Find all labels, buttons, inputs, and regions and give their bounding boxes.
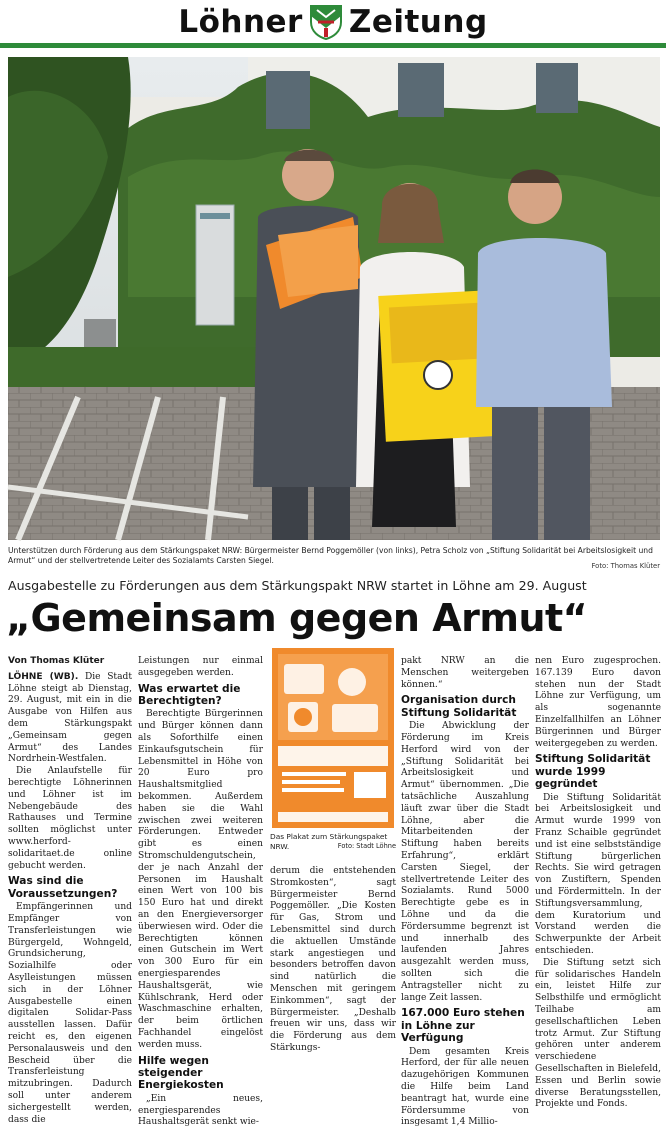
- paragraph: nen Euro zugesprochen. 167.139 Euro davon stehen nun der Stadt Löhne zur Verfügung, um als sogenannte Einzelfallhilfen an Löhner Bürgerinnen und Bürger weitergegeben zu werden.: [535, 656, 661, 749]
- paragraph: Empfängerinnen und Empfänger von Transferleistungen wie Bürgergeld, Wohngeld, Grundsicherung, Sozialhilfe oder Asylleistungen müssen sich in der Löhner Ausgabestelle einen digitalen Solidar-Pass ausstellen lassen. Dafür reicht es, den eigenen Personalausweis und den Bescheid über die Transferleistung mitzubringen. Dadurch soll unter anderem sichergestellt werden, dass die: [8, 902, 132, 1125]
- paragraph: Berechtigte Bürgerinnen und Bürger können dann als Soforthilfe einen Einkaufsgutschein für Lebensmittel in Höhe von 20 Euro pro Haushaltsmitglied bekommen. Außerdem haben sie die Wahl zwischen zwei weiteren Förderungen. Entweder gibt es einen Stromschuldengutschein, der je nach Anzahl der Personen im Haushalt einen Wert von 100 bis 150 Euro hat und direkt an den Energieversorger überwiesen wird. Oder die Berechtigten können einen Gutschein im Wert von 300 Euro für ein energiesparendes Haushaltsgerät, wie Kühlschrank, Herd oder Waschmaschine erhalten, der beim örtlichen Fachhandel eingelöst werden muss.: [138, 709, 263, 1050]
- masthead-title-left: Löhner: [178, 4, 303, 40]
- poster-caption: Das Plakat zum Stärkungspaket NRW. Foto: Stadt Löhne: [270, 832, 396, 851]
- poster-credit: Foto: Stadt Löhne: [337, 841, 396, 850]
- article-column-5: [535, 656, 661, 1110]
- paragraph: derum die entstehenden Stromkosten“, sagt Bürgermeister Bernd Poggemöller. „Die Kosten für Gas, Strom und Lebensmittel sind durch die aktuellen Umstände stark angestiegen und besonders betroffen davon sind natürlich die Menschen mit geringem Einkommen“, sagt der Bürgermeister. „Deshalb freuen wir uns, dass wir die Förderung aus dem Stärkungs-: [270, 866, 396, 1053]
- article-headline: „Gemeinsam gegen Armut“: [6, 596, 588, 640]
- article-column-3: [270, 866, 396, 1053]
- subheading: Hilfe wegen steigender Energiekosten: [138, 1054, 224, 1092]
- paragraph: Dem gesamten Kreis Herford, der für alle neuen dazugehörigen Kommunen die Hilfe beim Land beantragt hat, wurde eine Fördersumme von insgesamt 1,4 Millio-: [401, 1046, 529, 1128]
- article-column-2: [138, 656, 263, 1128]
- paragraph: LÖHNE (WB). Die Stadt Löhne steigt ab Dienstag, 29. August, mit ein in die Ausgabe von Hilfen aus dem Stärkungspakt „Gemeinsam gegen Armut“ des Landes Nordrhein-Westfalen.: [8, 671, 132, 765]
- subheading: Organisation durch Stiftung Solidarität: [401, 694, 517, 719]
- poster-image: [272, 648, 394, 828]
- article-photo: [8, 57, 660, 540]
- article-kicker: Ausgabestelle zu Förderungen aus dem Stärkungspakt NRW startet in Löhne am 29. August: [8, 578, 587, 593]
- paragraph: Leistungen nur einmal ausgegeben werden.: [138, 656, 263, 678]
- subheading: Stiftung Solidarität wurde 1999 gegründet: [535, 753, 651, 791]
- paragraph: Die Stiftung Solidarität bei Arbeitslosigkeit und Armut wurde 1999 von Franz Schaible gegründet und ist eine selbstständige Stiftung bürgerlichen Rechts. Sie wird getragen von Zustiftern, Spenden und Fördermitteln. In der Stiftungsversammlung, dem Kuratorium und Vorstand werden die Schwerpunkte der Arbeit entschieden.: [535, 792, 661, 956]
- paragraph: pakt NRW an die Menschen weitergeben können.“: [401, 656, 529, 690]
- dateline: LÖHNE (WB).: [8, 671, 79, 682]
- subheading: Was erwartet die Berechtigten?: [138, 682, 241, 707]
- masthead-rule: [0, 43, 666, 48]
- subheading: 167.000 Euro stehen in Löhne zur Verfügung: [401, 1007, 525, 1045]
- article-byline: Von Thomas Klüter: [8, 656, 105, 666]
- masthead: [0, 0, 666, 44]
- city-crest-icon: [309, 4, 343, 40]
- paragraph: Die Anlaufstelle für berechtigte Löhnerinnen und Löhner ist im Nebengebäude des Rathauses und Termine sollten möglichst unter www.herford-solidaritaet.de online gebucht werden.: [8, 766, 132, 871]
- photo-credit: Foto: Thomas Klüter: [591, 562, 660, 570]
- article-column-4: [401, 656, 529, 1128]
- paragraph: Die Stiftung setzt sich für solidarisches Handeln ein, leistet Hilfe zur Selbsthilfe und ermöglicht Teilhabe am gesellschaftlichen Leben trotz Armut. Zur Stiftung gehören unter anderem verschiedene Gesellschaften in Bielefeld, Essen und Berlin sowie diverse Beratungsstellen, Projekte und Fonds.: [535, 957, 661, 1110]
- paragraph: „Ein neues, energiesparendes Haushaltsgerät senkt wie-: [138, 1093, 263, 1128]
- subheading: Was sind die Voraussetzungen?: [8, 875, 118, 900]
- photo-caption: Unterstützen durch Förderung aus dem Stärkungspaket NRW: Bürgermeister Bernd Poggemöller (von links), Petra Scholz von „Stiftung Solidarität bei Arbeitslosigkeit und Armut“ und der stellvertretende Leiter des Sozialamts Carsten Siegel.: [8, 546, 653, 565]
- article-column-1: [8, 656, 132, 1125]
- masthead-title-right: Zeitung: [348, 4, 488, 40]
- paragraph: Die Abwicklung der Förderung im Kreis Herford wird von der „Stiftung Solidarität bei Arbeitslosigkeit und Armut“ übernommen. „Die tatsächliche Auszahlung läuft zwar über die Stadt Löhne, aber die Mitarbeitenden der Stiftung haben bereits Erfahrung“, erklärt Carsten Siegel, der stellvertretende Leiter des Sozialamts. Rund 5000 Berechtigte gebe es in Löhne und da die Fördersumme begrenzt ist und innerhalb des laufenden Jahres ausgezahlt werden muss, sollten sich die Antragsteller nicht zu lange Zeit lassen.: [401, 721, 529, 1003]
